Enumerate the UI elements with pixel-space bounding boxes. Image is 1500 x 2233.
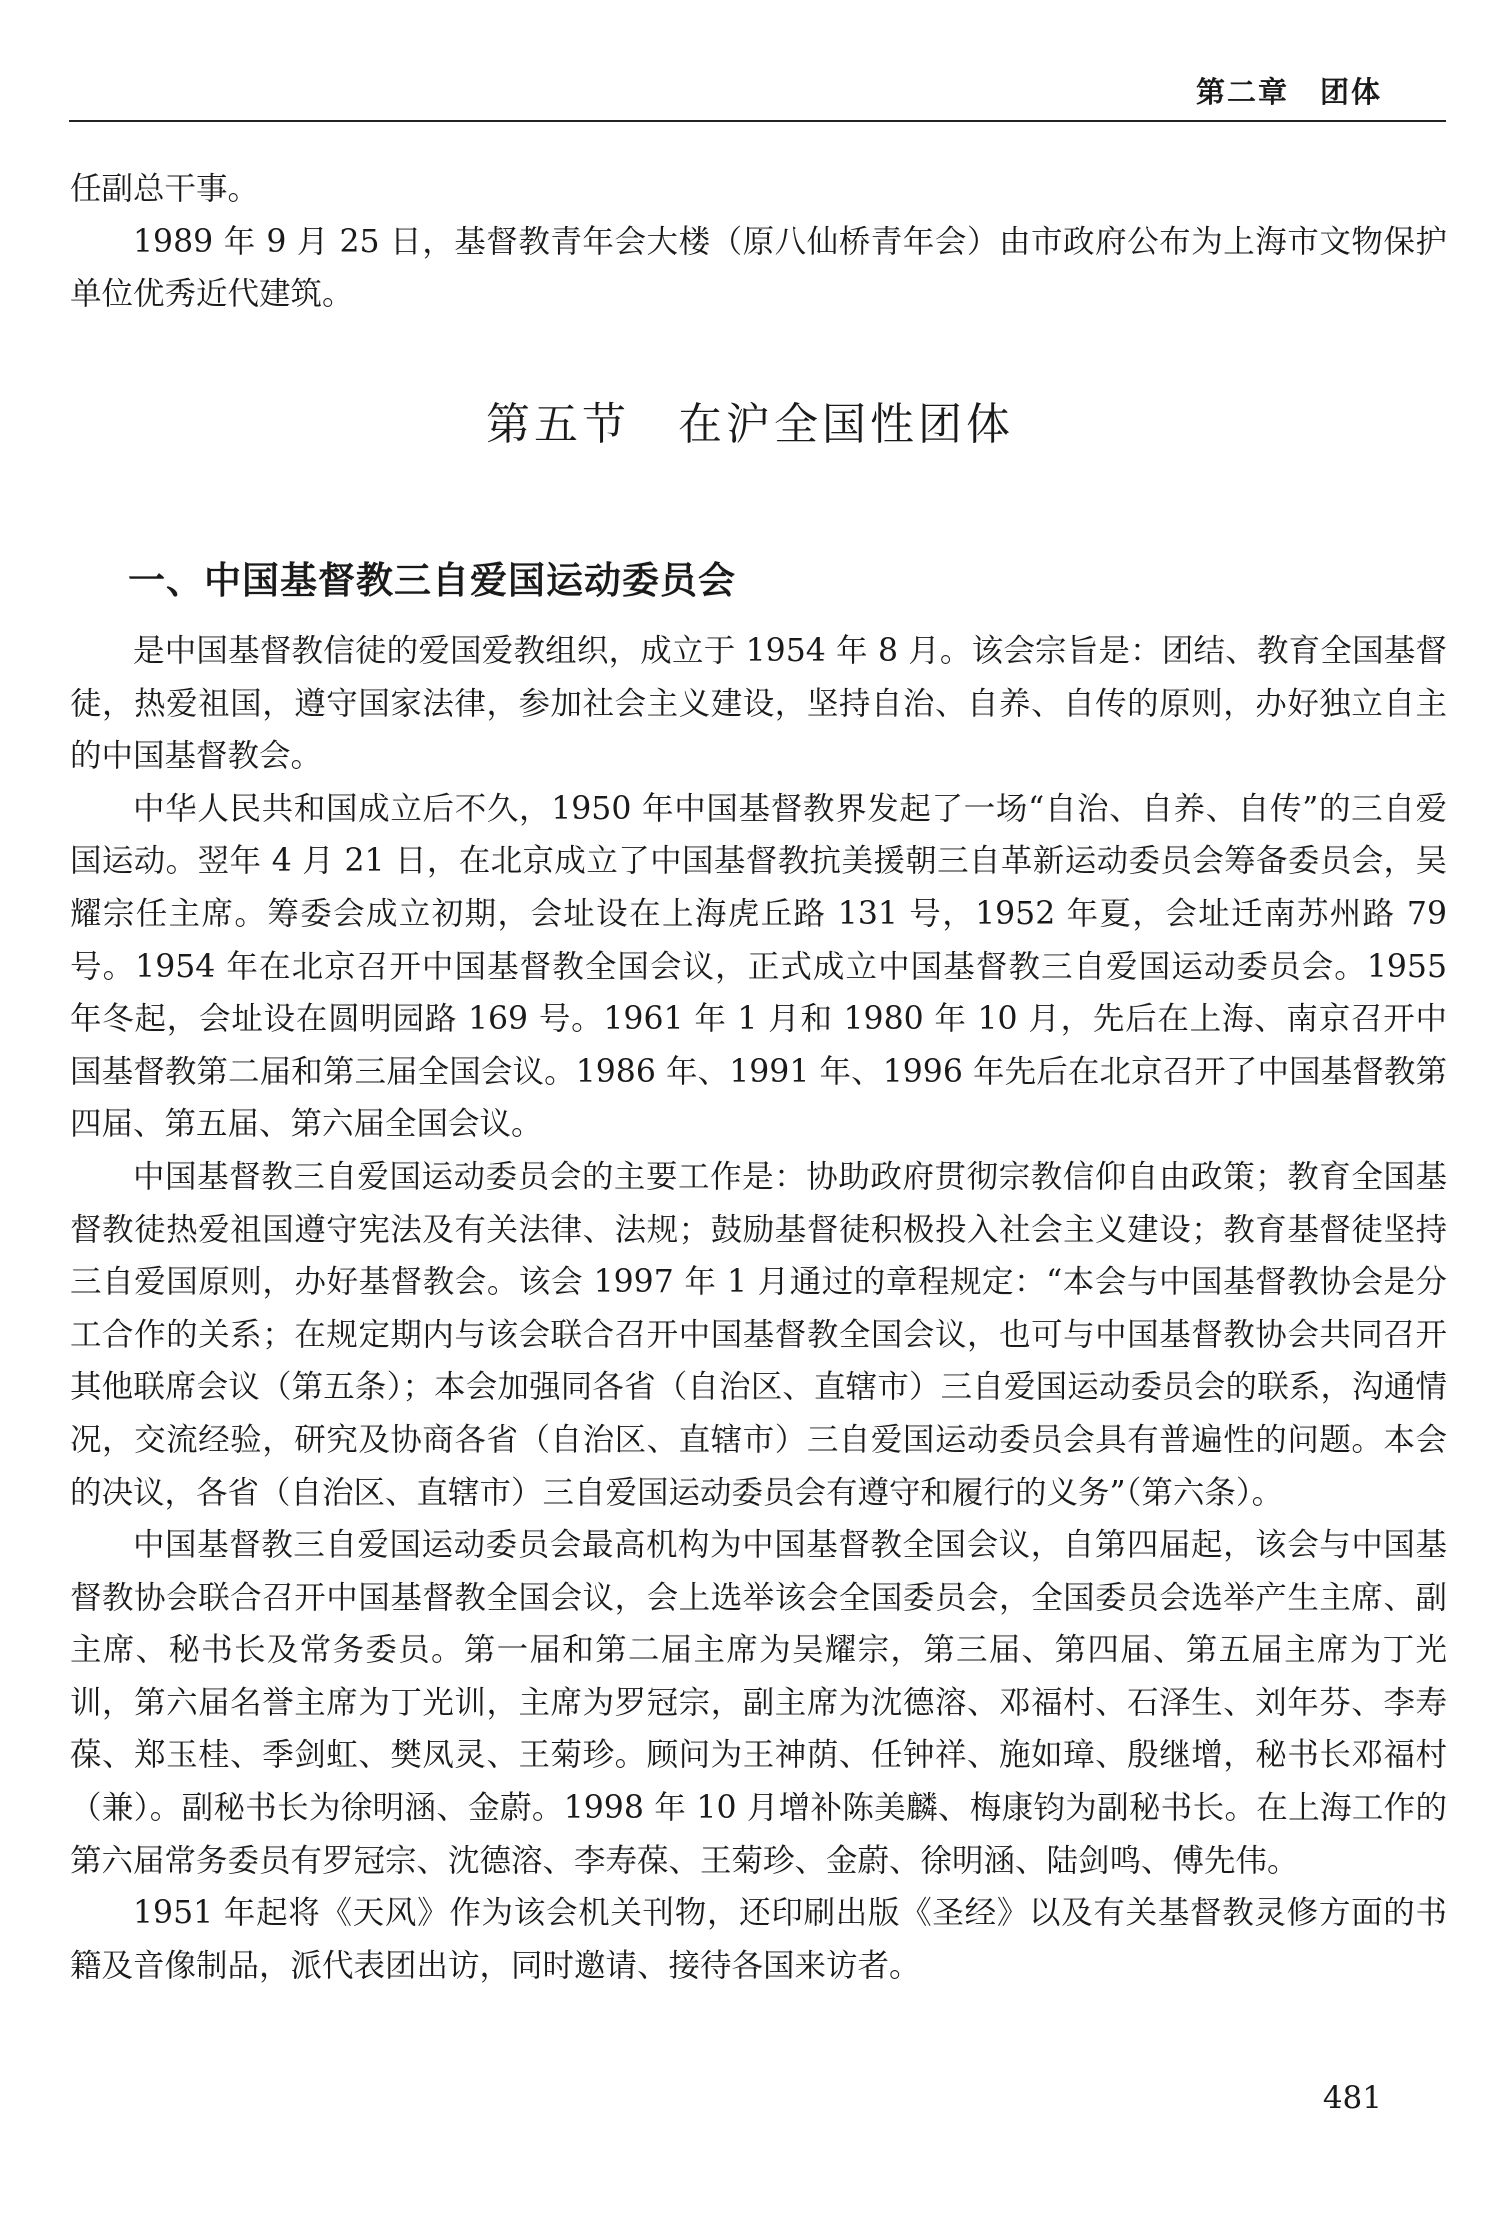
intro-block	[70, 163, 1447, 321]
paragraph-1989: 1989 年 9 月 25 日，基督教青年会大楼（原八仙桥青年会）由市政府公布为上海市文物保护单位优秀近代建筑。	[70, 223, 1447, 313]
section-name: 在沪全国性团体	[678, 399, 1014, 450]
continuation-line: 任副总干事。	[70, 171, 260, 207]
running-head: 第二章 团体	[1195, 75, 1382, 109]
page-number: 481	[1322, 2080, 1382, 2116]
paragraph: 中国基督教三自爱国运动委员会的主要工作是：协助政府贯彻宗教信仰自由政策；教育全国基督教徒热爱祖国遵守宪法及有关法律、法规；鼓励基督徒积极投入社会主义建设；教育基督徒坚持三自爱国原则，办好基督教会。该会 1997 年 1 月通过的章程规定：“本会与中国基督教协会是分工合作的关系；在规定期内与该会联合召开中国基督教全国会议，也可与中国基督教协会共同召开其他联席会议（第五条）；本会加强同各省（自治区、直辖市）三自爱国运动委员会的联系，沟通情况，交流经验，研究及协商各省（自治区、直辖市）三自爱国运动委员会具有普遍性的问题。本会的决议，各省（自治区、直辖市）三自爱国运动委员会有遵守和履行的义务”（第六条）。	[70, 1158, 1447, 1511]
section-label: 第五节	[486, 399, 630, 450]
subsection-body	[70, 625, 1447, 1992]
paragraph: 中华人民共和国成立后不久，1950 年中国基督教界发起了一场“自治、自养、自传”的三自爱国运动。翌年 4 月 21 日，在北京成立了中国基督教抗美援朝三自革新运动委员会筹备委员会，吴耀宗任主席。筹委会成立初期，会址设在上海虎丘路 131 号，1952 年夏，会址迁南苏州路 79 号。1954 年在北京召开中国基督教全国会议，正式成立中国基督教三自爱国运动委员会。1955 年冬起，会址设在圆明园路 169 号。1961 年 1 月和 1980 年 10 月，先后在上海、南京召开中国基督教第二届和第三届全国会议。1986 年、1991 年、1996 年先后在北京召开了中国基督教第四届、第五届、第六届全国会议。	[70, 790, 1447, 1143]
paragraph: 中国基督教三自爱国运动委员会最高机构为中国基督教全国会议，自第四届起，该会与中国基督教协会联合召开中国基督教全国会议，会上选举该会全国委员会，全国委员会选举产生主席、副主席、秘书长及常务委员。第一届和第二届主席为吴耀宗，第三届、第四届、第五届主席为丁光训，第六届名誉主席为丁光训，主席为罗冠宗，副主席为沈德溶、邓福村、石泽生、刘年芬、李寿葆、郑玉桂、季剑虹、樊凤灵、王菊珍。顾问为王神荫、任钟祥、施如璋、殷继增，秘书长邓福村（兼）。副秘书长为徐明涵、金蔚。1998 年 10 月增补陈美麟、梅康钧为副秘书长。在上海工作的第六届常务委员有罗冠宗、沈德溶、李寿葆、王菊珍、金蔚、徐明涵、陆剑鸣、傅先伟。	[70, 1527, 1447, 1879]
paragraph: 1951 年起将《天风》作为该会机关刊物，还印刷出版《圣经》以及有关基督教灵修方面的书籍及音像制品，派代表团出访，同时邀请、接待各国来访者。	[70, 1895, 1447, 1984]
header-rule	[69, 120, 1446, 122]
section-title	[0, 388, 1500, 452]
subsection-heading: 一、中国基督教三自爱国运动委员会	[128, 559, 736, 602]
paragraph: 是中国基督教信徒的爱国爱教组织，成立于 1954 年 8 月。该会宗旨是：团结、教育全国基督徒，热爱祖国，遵守国家法律，参加社会主义建设，坚持自治、自养、自传的原则，办好独立自主的中国基督教会。	[70, 633, 1447, 775]
